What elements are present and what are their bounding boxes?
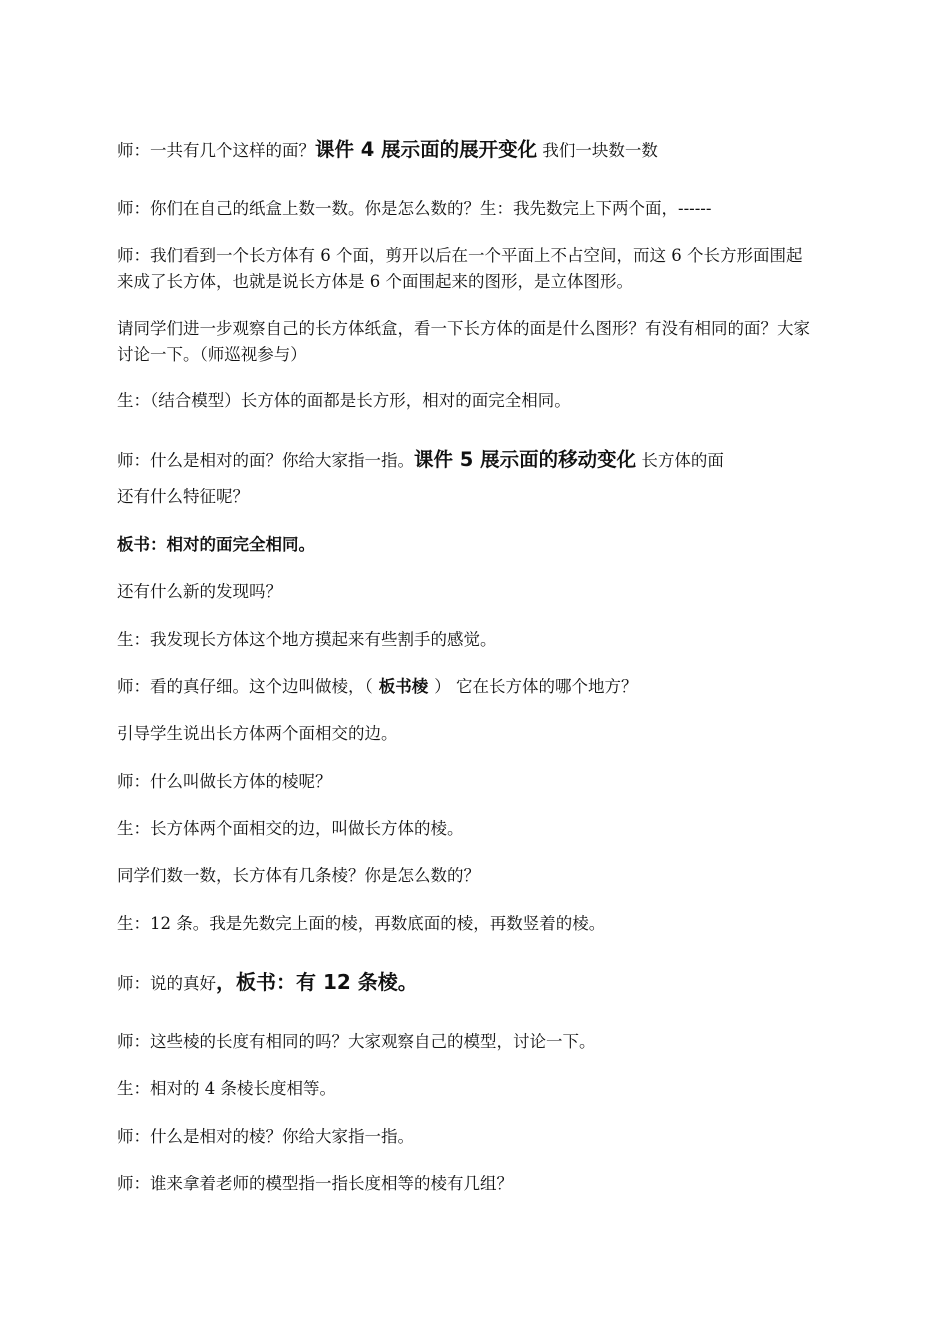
paragraph-text: 师：看的真仔细。这个边叫做棱，（ xyxy=(117,677,373,696)
blackboard-note: 板书：相对的面完全相同。 xyxy=(117,535,315,554)
paragraph: 还有什么特征呢？ xyxy=(117,487,249,506)
paragraph xyxy=(117,447,817,474)
paragraph: 师：什么是相对的棱？你给大家指一指。 xyxy=(117,1127,414,1146)
blackboard-note: 板书棱 xyxy=(378,677,429,696)
paragraph-text: 我们一块数一数 xyxy=(537,141,658,160)
paragraph: 请同学们进一步观察自己的长方体纸盒，看一下长方体的面是什么图形？有没有相同的面？大家讨论一下。（师巡视参与） xyxy=(117,319,810,364)
paragraph: 生：（结合模型）长方体的面都是长方形，相对的面完全相同。 xyxy=(117,391,571,410)
paragraph xyxy=(117,137,817,164)
paragraph: 师：这些棱的长度有相同的吗？大家观察自己的模型，讨论一下。 xyxy=(117,1032,596,1051)
blackboard-note: ，板书：有 12 条棱。 xyxy=(216,970,418,994)
paragraph: 师：谁来拿着老师的模型指一指长度相等的棱有几组？ xyxy=(117,1174,513,1193)
paragraph: 师：你们在自己的纸盒上数一数。你是怎么数的？生：我先数完上下两个面，------ xyxy=(117,199,712,218)
paragraph: 生：长方体两个面相交的边，叫做长方体的棱。 xyxy=(117,819,464,838)
paragraph: 还有什么新的发现吗？ xyxy=(117,582,282,601)
paragraph: 师：我们看到一个长方体有 6 个面，剪开以后在一个平面上不占空间，而这 6 个长方形面围起来成了长方体，也就是说长方体是 6 个面围起来的图形，是立体图形。 xyxy=(117,246,803,291)
courseware-note: 课件 4 展示面的展开变化 xyxy=(315,138,538,161)
paragraph: 同学们数一数，长方体有几条棱？你是怎么数的？ xyxy=(117,866,480,885)
paragraph: 师：什么叫做长方体的棱呢？ xyxy=(117,772,332,791)
paragraph-text: 师：什么是相对的面？你给大家指一指。 xyxy=(117,451,414,470)
paragraph: 引导学生说出长方体两个面相交的边。 xyxy=(117,724,398,743)
paragraph-text: 长方体的面 xyxy=(636,451,724,470)
paragraph: 生：相对的 4 条棱长度相等。 xyxy=(117,1079,336,1098)
paragraph-text: 师：说的真好 xyxy=(117,974,216,993)
paragraph: 生：我发现长方体这个地方摸起来有些割手的感觉。 xyxy=(117,630,497,649)
paragraph xyxy=(117,969,817,997)
courseware-note: 课件 5 展示面的移动变化 xyxy=(414,448,637,471)
paragraph xyxy=(117,674,817,700)
paragraph-text: 师：一共有几个这样的面？ xyxy=(117,141,315,160)
paragraph-text: ） 它在长方体的哪个地方？ xyxy=(434,677,638,696)
paragraph: 生：12 条。我是先数完上面的棱，再数底面的棱，再数竖着的棱。 xyxy=(117,914,606,933)
